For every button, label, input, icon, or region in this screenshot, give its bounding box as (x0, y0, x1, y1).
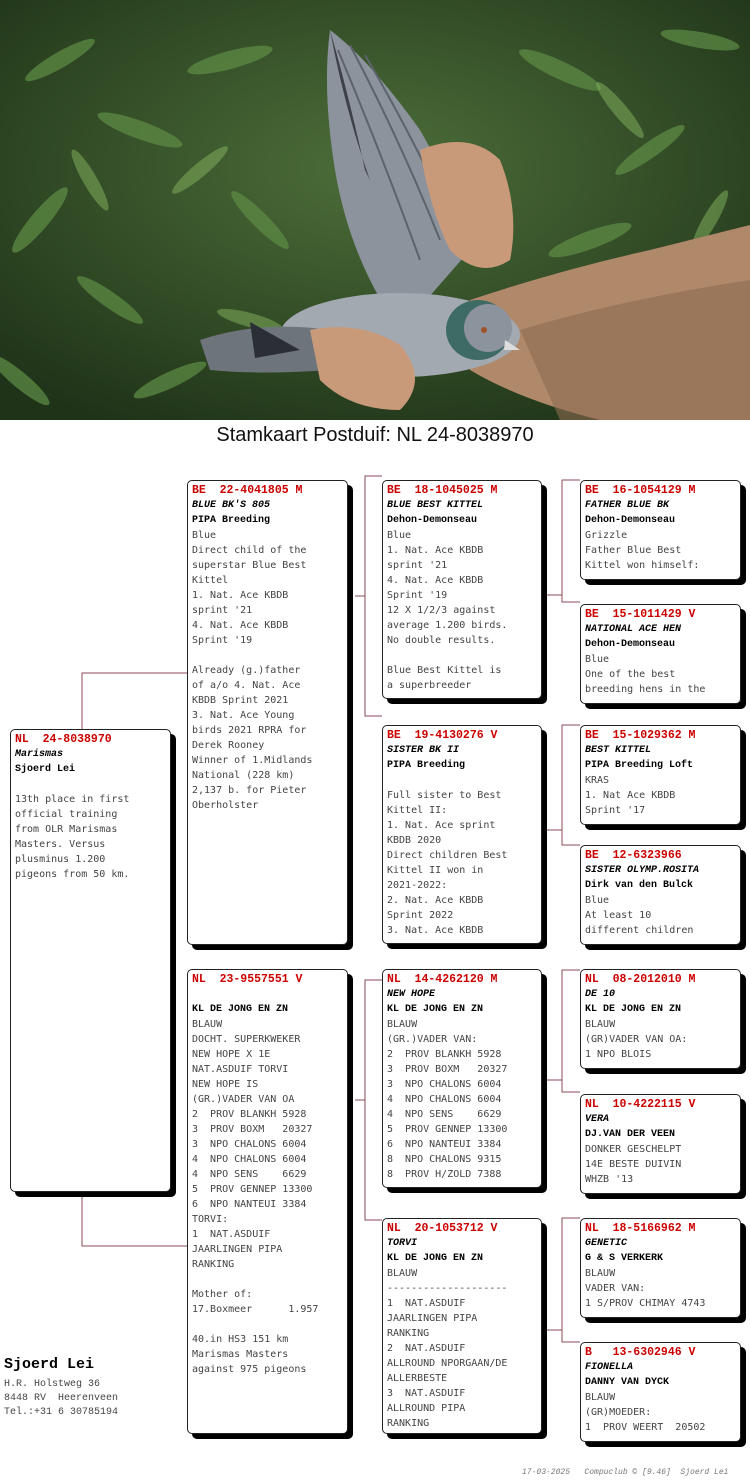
great-grandparent-card-8 (580, 1342, 741, 1442)
breeder-name: KL DE JONG EN ZN (585, 1004, 682, 1015)
pigeon-name: VERA (585, 1114, 610, 1125)
software-stamp: 17-03-2025 Compuclub © [9.46] Sjoerd Lei (522, 1468, 729, 1477)
ring-number: NL 18-5166962 M (585, 1222, 696, 1235)
ring-number: NL 23-9557551 V (192, 973, 303, 986)
breeder-name: KL DE JONG EN ZN (387, 1004, 484, 1015)
breeder-name: KL DE JONG EN ZN (387, 1253, 484, 1264)
great-grandparent-card-6 (580, 1094, 741, 1194)
pigeon-name: DE 10 (585, 989, 616, 1000)
pigeon-name: NEW HOPE (387, 989, 436, 1000)
father-card (187, 480, 348, 945)
breeder-name: PIPA Breeding (387, 760, 466, 771)
pigeon-description: BLAUW (GR)VADER VAN OA: 1 NPO BLOIS (585, 1019, 688, 1060)
pigeon-name: NATIONAL ACE HEN (585, 624, 682, 635)
grandfather-maternal-card (382, 969, 542, 1188)
pigeon-name: Marismas (15, 749, 64, 760)
pigeon-description: Blue At least 10 different children (585, 895, 694, 936)
pigeon-description: BLAUW VADER VAN: 1 S/PROV CHIMAY 4743 (585, 1268, 706, 1309)
pigeon-description: Full sister to Best Kittel II: 1. Nat. Ace sprint KBDB 2020 Direct children Best Kittel II won in 2021-2022: 2. Nat. Ace KBDB Sprint 2022 3. Nat. Ace KBDB (387, 790, 508, 936)
ring-number: BE 12-6323966 (585, 849, 682, 862)
breeder-name: DJ.VAN DER VEEN (585, 1129, 676, 1140)
pigeon-name: BLUE BK'S 805 (192, 500, 271, 511)
great-grandparent-card-5 (580, 969, 741, 1069)
pigeon-description: BLAUW (GR.)VADER VAN: 2 PROV BLANKH 5928 3 PROV BOXM 20327 3 NPO CHALONS 6004 4 NPO CHALONS 6004 4 NPO SENS 6629 5 PROV GENNEP 13300 6 NPO NANTEUI 3384 8 NPO CHALONS 9315 8 PROV H/ZOLD 7388 (387, 1019, 508, 1180)
ring-number: NL 20-1053712 V (387, 1222, 498, 1235)
breeder-name: DANNY VAN DYCK (585, 1377, 670, 1388)
grandmother-paternal-card (382, 725, 542, 944)
pigeon-description: KRAS 1. Nat Ace KBDB Sprint '17 (585, 775, 676, 816)
grandmother-maternal-card (382, 1218, 542, 1434)
pigeon-description: Blue Direct child of the superstar Blue Best Kittel 1. Nat. Ace KBDB sprint '21 4. Nat. Ace KBDB Sprint '19 Already (g.)father of a/o 4. Nat. Ace KBDB Sprint 2021 3. Nat. Ace Young birds 2021 RPRA for Derek Rooney Winner of 1.Midlands National (228 km) 2,137 b. for Pieter Oberholster (192, 530, 313, 811)
ring-number: BE 18-1045025 M (387, 484, 498, 497)
pigeon-name: SISTER OLYMP.ROSITA (585, 865, 700, 876)
ring-number: NL 10-4222115 V (585, 1098, 696, 1111)
ring-number: NL 08-2012010 M (585, 973, 696, 986)
ring-number: NL 14-4262120 M (387, 973, 498, 986)
breeder-name: Dehon-Demonseau (585, 515, 676, 526)
ring-number: BE 19-4130276 V (387, 729, 498, 742)
ring-number: NL 24-8038970 (15, 733, 112, 746)
ring-number: BE 15-1029362 M (585, 729, 696, 742)
pigeon-description: Grizzle Father Blue Best Kittel won himself: (585, 530, 700, 571)
ring-number: BE 22-4041805 M (192, 484, 303, 497)
pigeon-name: FIONELLA (585, 1362, 634, 1373)
breeder-name: Dehon-Demonseau (387, 515, 478, 526)
pigeon-name: BLUE BEST KITTEL (387, 500, 484, 511)
pigeon-description: BLAUW DOCHT. SUPERKWEKER NEW HOPE X 1E NAT.ASDUIF TORVI NEW HOPE IS (GR.)VADER VAN OA 2 PROV BLANKH 5928 3 PROV BOXM 20327 3 NPO CHALONS 6004 4 NPO CHALONS 6004 4 NPO SENS 6629 5 PROV GENNEP 13300 6 NPO NANTEUI 3384 TORVI: 1 NAT.ASDUIF JAARLINGEN PIPA RANKING Mother of: 17.Boxmeer 1.957 40.in HS3 151 km Marismas Masters against 975 pigeons (192, 1019, 319, 1375)
breeder-name: PIPA Breeding (192, 515, 271, 526)
great-grandparent-card-3 (580, 725, 741, 825)
pigeon-name: TORVI (387, 1238, 418, 1249)
pigeon-description: Blue One of the best breeding hens in the (585, 654, 706, 695)
great-grandparent-card-1 (580, 480, 741, 580)
great-grandparent-card-4 (580, 845, 741, 945)
pigeon-description: BLAUW (GR)MOEDER: 1 PROV WEERT 20502 (585, 1392, 706, 1433)
pigeon-name: SISTER BK II (387, 745, 460, 756)
pigeon-description: BLAUW -------------------- 1 NAT.ASDUIF JAARLINGEN PIPA RANKING 2 NAT.ASDUIF ALLROUND NPORGAAN/DE ALLERBESTE 3 NAT.ASDUIF ALLROUND PIPA RANKING (387, 1268, 508, 1429)
page-title: Stamkaart Postduif: NL 24-8038970 (216, 424, 534, 446)
breeder-name: PIPA Breeding Loft (585, 760, 694, 771)
ring-number: B 13-6302946 V (585, 1346, 696, 1359)
pigeon-description: Blue 1. Nat. Ace KBDB sprint '21 4. Nat. Ace KBDB Sprint '19 12 X 1/2/3 against average 1.200 birds. No double results. Blue Best Kittel is a superbreeder (387, 530, 508, 691)
grandfather-paternal-card (382, 480, 542, 699)
owner-name: Sjoerd Lei (4, 1356, 95, 1373)
pigeon-description: 13th place in first official training from OLR Marismas Masters. Versus plusminus 1.200 pigeons from 50 km. (15, 794, 130, 880)
pigeon-name: FATHER BLUE BK (585, 500, 670, 511)
breeder-name: Sjoerd Lei (15, 764, 76, 775)
subject-card (10, 729, 171, 1192)
owner-address: H.R. Holstweg 36 8448 RV Heerenveen Tel.:+31 6 30785194 (4, 1379, 119, 1418)
pigeon-name (192, 987, 343, 1002)
ring-number: BE 15-1011429 V (585, 608, 696, 621)
mother-card (187, 969, 348, 1434)
breeder-name: Dehon-Demonseau (585, 639, 676, 650)
pigeon-description: DONKER GESCHELPT 14E BESTE DUIVIN WHZB '13 (585, 1144, 682, 1185)
pigeon-name: GENETIC (585, 1238, 628, 1249)
ring-number: BE 16-1054129 M (585, 484, 696, 497)
breeder-name: KL DE JONG EN ZN (192, 1004, 289, 1015)
great-grandparent-card-2 (580, 604, 741, 704)
breeder-name: G & S VERKERK (585, 1253, 664, 1264)
great-grandparent-card-7 (580, 1218, 741, 1318)
pigeon-name: BEST KITTEL (585, 745, 652, 756)
breeder-name: Dirk van den Bulck (585, 880, 694, 891)
